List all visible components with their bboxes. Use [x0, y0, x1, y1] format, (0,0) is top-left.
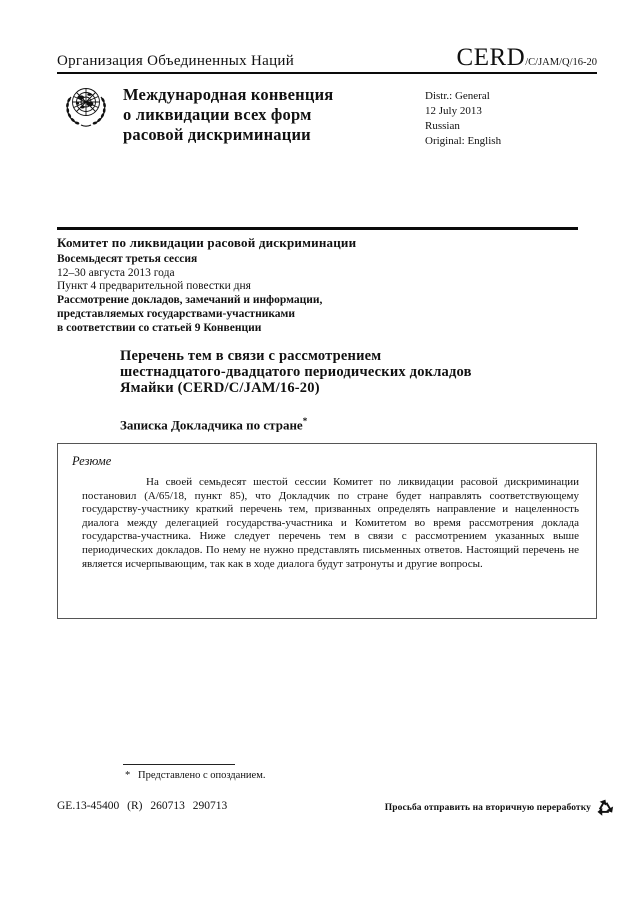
session-block [57, 236, 356, 336]
language-line: Russian [425, 120, 460, 132]
document-title-line-1: Перечень тем в связи с рассмотрением [120, 348, 382, 364]
agenda-line-1: Рассмотрение докладов, замечаний и информации, [57, 294, 323, 307]
recycle-note [385, 796, 616, 820]
original-language-line: Original: English [425, 135, 502, 147]
agenda-item: Пункт 4 предварительной повестки дня [57, 280, 251, 293]
document-symbol-suffix: /C/JAM/Q/16-20 [525, 57, 597, 68]
session-dates: 12–30 августа 2013 года [57, 266, 175, 279]
agenda-line-2: представляемых государствами-участниками [57, 307, 295, 320]
un-emblem-icon [60, 82, 112, 132]
distr-line: Distr.: General [425, 90, 490, 102]
committee-name: Комитет по ликвидации расовой дискриминации [57, 235, 357, 250]
convention-title-line-1: Международная конвенция [123, 85, 334, 104]
summary-box [57, 443, 597, 619]
convention-title [123, 85, 333, 145]
subtitle-text: Записка Докладчика по стране [120, 417, 303, 433]
section-rule [57, 227, 578, 230]
document-symbol-main: CERD [456, 44, 526, 71]
convention-title-line-2: о ликвидации всех форм [123, 105, 312, 124]
document-title [120, 349, 472, 396]
document-title-line-2: шестнадцатого-двадцатого периодических докладов [120, 363, 472, 380]
date-line: 12 July 2013 [425, 105, 482, 117]
footnote [125, 770, 265, 781]
footnote-text: Представлено с опозданием. [138, 770, 266, 781]
document-code: GE.13-45400 (R) 260713 290713 [57, 800, 228, 812]
footnote-rule [123, 764, 235, 765]
subtitle-footnote-marker: * [302, 416, 308, 426]
summary-heading: Резюме [72, 454, 112, 468]
un-emblem-svg [60, 82, 112, 132]
document-symbol [457, 44, 597, 72]
recycle-icon [594, 796, 616, 820]
agenda-line-3: в соответствии со статьей 9 Конвенции [57, 321, 262, 334]
footnote-marker: * [125, 770, 131, 781]
session-number: Восемьдесят третья сессия [57, 252, 198, 265]
convention-title-line-3: расовой дискриминации [123, 125, 311, 144]
summary-body: На своей семьдесят шестой сессии Комитет по ликвидации расовой дискриминации постановил (A/65/18, пункт 85), что Докладчик по стране будет направлять соответствующему государству-участнику краткий перечень тем, призванных определять направление и нацеленность диалога между делегацией государства-участника и Комитетом во время рассмотрения доклада государства-участника. Ниже следует перечень тем в связи с рассмотрением указанных выше периодических докладов. По нему не нужно представлять письменных ответов. Настоящий перечень не является исчерпывающим, так как в ходе диалога будут затронуты и другие вопросы. [82, 476, 579, 570]
document-subtitle [120, 416, 307, 433]
header-rule [57, 72, 597, 74]
distribution-info [425, 89, 501, 149]
un-org-name: Организация Объединенных Наций [57, 53, 295, 69]
recycle-note-text: Просьба отправить на вторичную переработку [384, 803, 591, 813]
document-title-line-3: Ямайки (CERD/C/JAM/16-20) [120, 379, 320, 396]
